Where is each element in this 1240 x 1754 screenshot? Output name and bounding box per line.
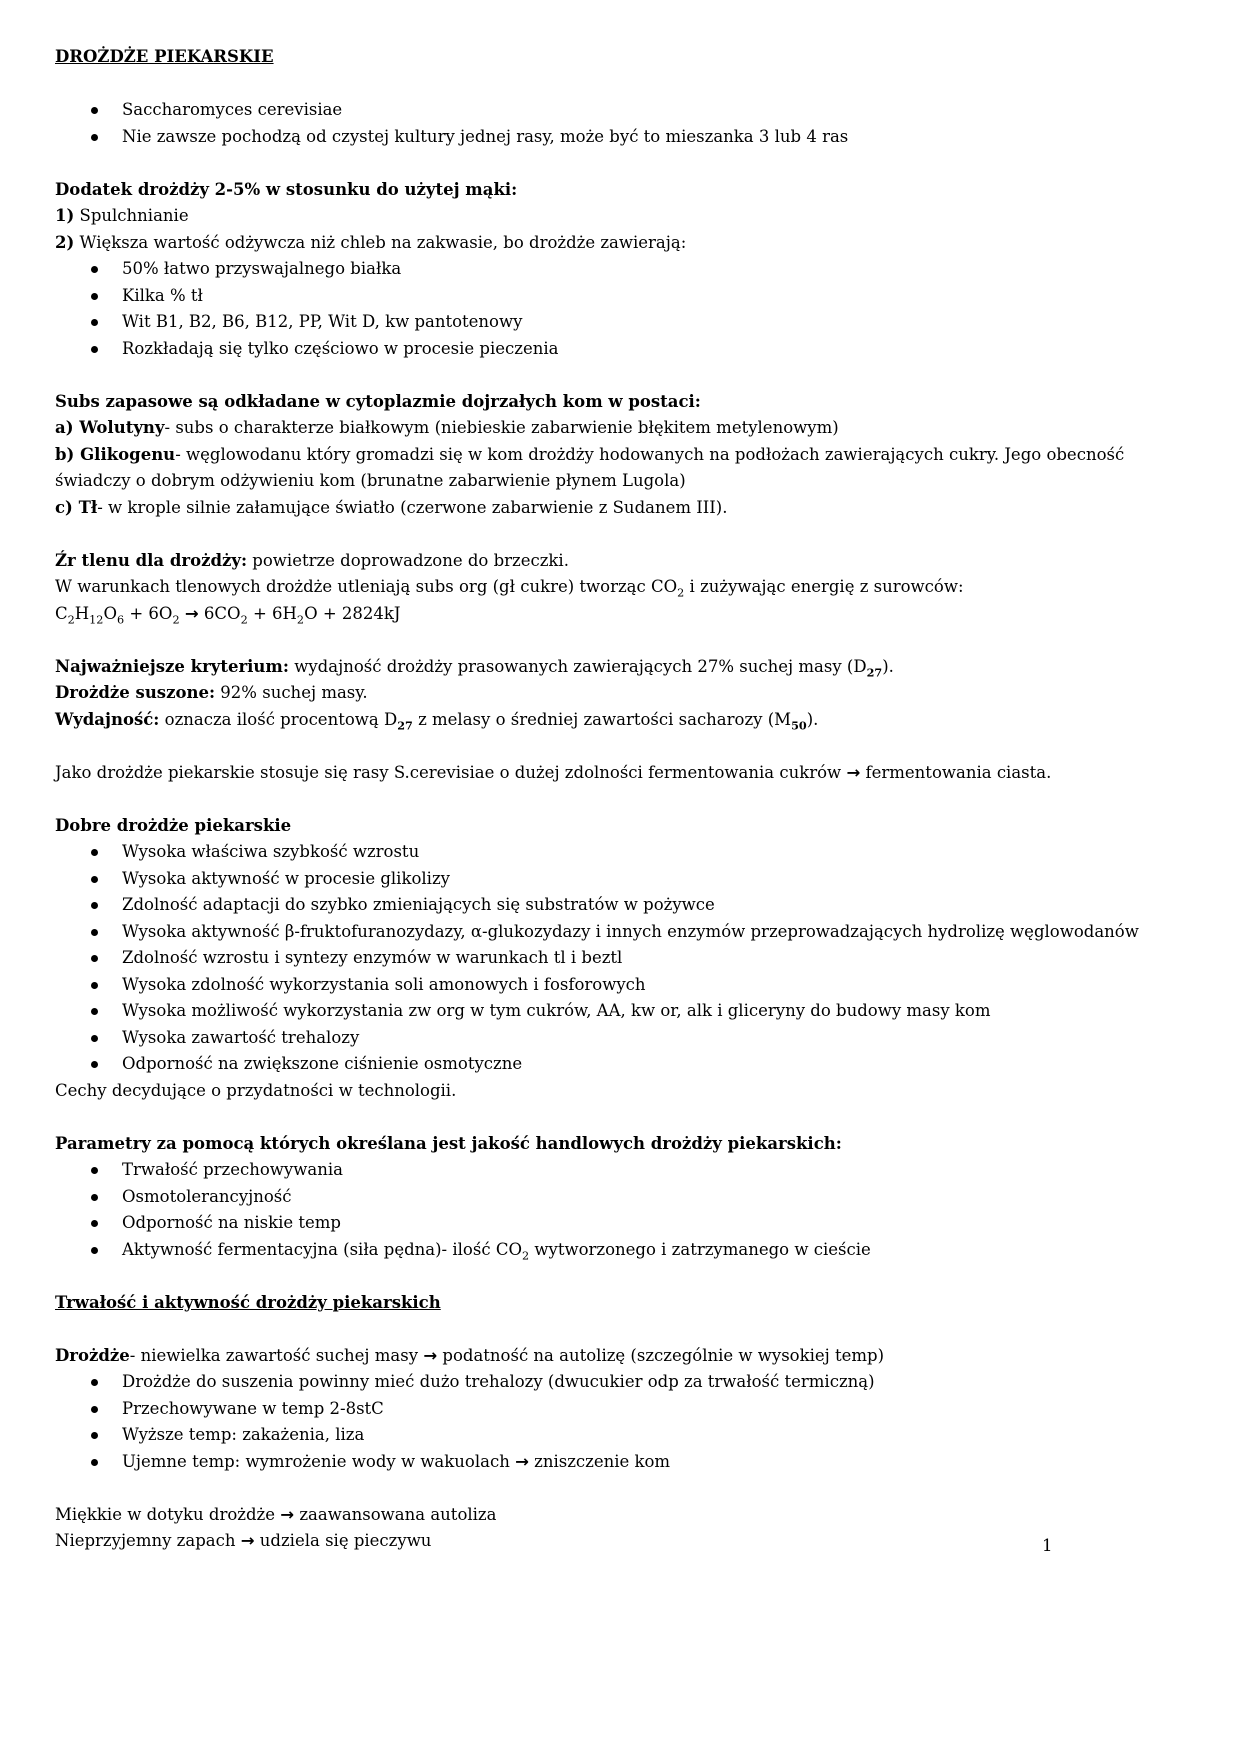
- text-run: - węglowodanu który gromadzi się w kom drożdży hodowanych na podłożach zawierających cukry. Jego obecność świadczy o dobrym odżywieniu kom (brunatne zabarwienie płynem Lugola): [55, 444, 1125, 490]
- bullet-item: [55, 998, 1187, 1025]
- text-run: 6: [116, 612, 125, 626]
- text-run: udziela się pieczywu: [254, 1531, 432, 1550]
- text-run: C: [55, 603, 68, 623]
- paragraph-line: [55, 177, 1187, 204]
- text-run: 2: [677, 586, 685, 600]
- text-run: zaawansowana autoliza: [294, 1504, 497, 1524]
- paragraph-line: [55, 1502, 1187, 1529]
- text-run: c) Tł: [55, 497, 98, 517]
- paragraph-line: [55, 415, 1187, 442]
- text-run: Odporność na zwiększone ciśnienie osmotyczne: [122, 1054, 523, 1073]
- right-arrow-icon: →: [240, 1531, 255, 1550]
- text-run: Kilka % tł: [122, 285, 203, 305]
- text-run: Wysoka aktywność w procesie glikolizy: [122, 868, 450, 888]
- bullet-item: [55, 124, 1187, 151]
- bullet-item: [55, 1237, 1187, 1264]
- text-run: Wyższe temp: zakażenia, liza: [122, 1425, 365, 1444]
- paragraph-line: [55, 654, 1187, 681]
- section-heading: [55, 1290, 1187, 1317]
- paragraph-line: [55, 813, 1187, 840]
- text-run: Drożdże do suszenia powinny mieć dużo trehalozy (dwucukier odp za trwałość termiczną): [122, 1372, 875, 1391]
- bullet-item: [55, 1025, 1187, 1052]
- text-run: - w krople silnie załamujące światło (czerwone zabarwienie z Sudanem III).: [97, 497, 728, 517]
- blank-line: [55, 150, 1187, 177]
- text-run: Przechowywane w temp 2-8stC: [122, 1398, 384, 1418]
- bullet-item: [55, 972, 1187, 999]
- text-run: + 6O: [124, 603, 173, 623]
- text-run: Zdolność wzrostu i syntezy enzymów w warunkach tl i beztl: [122, 948, 623, 967]
- paragraph-line: [55, 1131, 1187, 1158]
- paragraph-line: [55, 707, 1187, 734]
- text-run: 2: [67, 612, 75, 626]
- text-run: Źr tlenu dla drożdży:: [55, 550, 248, 570]
- right-arrow-icon: →: [423, 1345, 438, 1365]
- bullet-list: [55, 1157, 1187, 1263]
- bullet-item: [55, 309, 1187, 336]
- text-run: Saccharomyces cerevisiae: [122, 100, 343, 119]
- text-run: Wysoka zawartość trehalozy: [122, 1027, 360, 1047]
- text-run: O + 2824kJ: [304, 603, 401, 623]
- text-run: 27: [397, 717, 413, 732]
- paragraph-line: [55, 389, 1187, 416]
- paragraph-line: [55, 203, 1187, 230]
- text-run: Spulchnianie: [74, 206, 189, 225]
- text-run: 50: [791, 717, 807, 732]
- text-run: Drożdże: [55, 1345, 130, 1365]
- bullet-item: [55, 892, 1187, 919]
- paragraph-line: [55, 1528, 1187, 1555]
- text-run: H: [74, 603, 90, 623]
- blank-line: [55, 1475, 1187, 1502]
- paragraph-line: [55, 1078, 1187, 1105]
- text-run: Wysoka właściwa szybkość wzrostu: [122, 842, 420, 861]
- bullet-item: [55, 1422, 1187, 1449]
- text-run: Rozkładają się tylko częściowo w procesie pieczenia: [122, 338, 559, 358]
- paragraph-line: [55, 680, 1187, 707]
- text-run: Nieprzyjemny zapach: [55, 1531, 241, 1550]
- text-run: Ujemne temp: wymrożenie wody w wakuolach: [122, 1451, 516, 1471]
- text-run: ).: [806, 709, 819, 729]
- blank-line: [55, 521, 1187, 548]
- bullet-item: [55, 1184, 1187, 1211]
- paragraph-line: [55, 442, 1187, 495]
- text-run: 1): [55, 206, 75, 225]
- text-run: DROŻDŻE PIEKARSKIE: [55, 47, 274, 66]
- bullet-item: [55, 97, 1187, 124]
- bullet-item: [55, 839, 1187, 866]
- text-run: Wysoka aktywność β-fruktofuranozydazy, α-glukozydazy i innych enzymów przeprowadzających hydrolizę węglowodanów: [122, 921, 1139, 941]
- text-run: Wit B1, B2, B6, B12, PP, Wit D, kw pantotenowy: [122, 312, 523, 331]
- blank-line: [55, 1316, 1187, 1343]
- text-run: Większa wartość odżywcza niż chleb na zakwasie, bo drożdże zawierają:: [74, 232, 687, 252]
- text-run: 2: [296, 612, 305, 626]
- text-run: 6CO: [198, 603, 241, 623]
- text-run: 2: [172, 612, 180, 626]
- text-run: wydajność drożdży prasowanych zawierających 27% suchej masy (D: [288, 656, 867, 676]
- text-run: Odporność na niskie temp: [122, 1213, 341, 1232]
- bullet-item: [55, 1157, 1187, 1184]
- text-run: fermentowania ciasta.: [860, 762, 1052, 782]
- blank-line: [55, 71, 1187, 98]
- text-run: Cechy decydujące o przydatności w technologii.: [55, 1080, 457, 1100]
- text-run: - subs o charakterze białkowym (niebieskie zabarwienie błękitem metylenowym): [164, 418, 839, 437]
- text-run: 27: [866, 664, 883, 679]
- text-run: b) Glikogenu: [55, 444, 176, 464]
- paragraph-line: [55, 1343, 1187, 1370]
- bullet-item: [55, 1210, 1187, 1237]
- text-run: oznacza ilość procentową D: [159, 709, 398, 729]
- bullet-item: [55, 945, 1187, 972]
- bullet-list: [55, 97, 1187, 150]
- text-run: Trwałość i aktywność drożdży piekarskich: [55, 1292, 441, 1312]
- bullet-item: [55, 1396, 1187, 1423]
- bullet-item: [55, 919, 1187, 946]
- bullet-list: [55, 839, 1187, 1078]
- text-run: 92% suchej masy.: [215, 683, 368, 702]
- page-number: 1: [1042, 1536, 1053, 1555]
- blank-line: [55, 786, 1187, 813]
- section-heading: [55, 44, 1187, 71]
- text-run: Osmotolerancyjność: [122, 1186, 292, 1206]
- text-run: Subs zapasowe są odkładane w cytoplazmie dojrzałych kom w postaci:: [55, 391, 701, 411]
- text-run: 50% łatwo przyswajalnego białka: [122, 259, 402, 278]
- text-run: Trwałość przechowywania: [122, 1160, 343, 1179]
- text-run: podatność na autolizę (szczególnie w wysokiej temp): [437, 1345, 885, 1365]
- bullet-item: [55, 1449, 1187, 1476]
- text-run: a) Wolutyny: [55, 418, 165, 437]
- text-run: Dodatek drożdży 2-5% w stosunku do użytej mąki:: [55, 179, 518, 199]
- text-run: O: [103, 603, 117, 623]
- text-run: 2: [240, 612, 248, 626]
- bullet-item: [55, 336, 1187, 363]
- text-run: 2: [521, 1248, 530, 1262]
- document-body: [55, 44, 1187, 1555]
- right-arrow-icon: →: [846, 762, 861, 782]
- text-run: Wysoka możliwość wykorzystania zw org w tym cukrów, AA, kw or, alk i gliceryny do budowy masy kom: [122, 1001, 991, 1020]
- text-run: ).: [882, 656, 894, 676]
- blank-line: [55, 1263, 1187, 1290]
- text-run: Najważniejsze kryterium:: [55, 656, 289, 676]
- bullet-list: [55, 1369, 1187, 1475]
- bullet-item: [55, 283, 1187, 310]
- bullet-item: [55, 1369, 1187, 1396]
- paragraph-line: [55, 760, 1187, 787]
- text-run: 2): [55, 232, 75, 252]
- blank-line: [55, 362, 1187, 389]
- paragraph-line: [55, 230, 1187, 257]
- text-run: z melasy o średniej zawartości sacharozy (M: [412, 709, 792, 729]
- text-run: zniszczenie kom: [528, 1451, 671, 1471]
- blank-line: [55, 733, 1187, 760]
- text-run: + 6H: [247, 603, 297, 623]
- text-run: Aktywność fermentacyjna (siła pędna)- ilość CO: [122, 1239, 522, 1259]
- right-arrow-icon: →: [515, 1451, 529, 1471]
- right-arrow-icon: →: [184, 603, 199, 623]
- text-run: Dobre drożdże piekarskie: [55, 815, 292, 835]
- text-run: - niewielka zawartość suchej masy: [129, 1345, 424, 1365]
- text-run: Wydajność:: [55, 709, 160, 729]
- bullet-item: [55, 866, 1187, 893]
- paragraph-line: [55, 601, 1187, 628]
- bullet-item: [55, 256, 1187, 283]
- bullet-list: [55, 256, 1187, 362]
- text-run: Miękkie w dotyku drożdże: [55, 1504, 281, 1524]
- right-arrow-icon: →: [280, 1504, 295, 1524]
- bullet-item: [55, 1051, 1187, 1078]
- text-run: i zużywając energię z surowców:: [684, 577, 964, 596]
- text-run: Parametry za pomocą których określana jest jakość handlowych drożdży piekarskich:: [55, 1133, 842, 1153]
- text-run: wytworzonego i zatrzymanego w cieście: [529, 1239, 871, 1259]
- text-run: Jako drożdże piekarskie stosuje się rasy S.cerevisiae o dużej zdolności fermentowania cukrów: [55, 762, 847, 782]
- text-run: Zdolność adaptacji do szybko zmieniających się substratów w pożywce: [122, 895, 715, 914]
- text-run: W warunkach tlenowych drożdże utleniają subs org (gł cukre) tworząc CO: [55, 577, 678, 596]
- text-run: Nie zawsze pochodzą od czystej kultury jednej rasy, może być to mieszanka 3 lub 4 ras: [122, 126, 849, 146]
- text-run: Drożdże suszone:: [55, 683, 216, 702]
- text-run: Wysoka zdolność wykorzystania soli amonowych i fosforowych: [122, 974, 646, 994]
- text-run: 12: [89, 612, 104, 626]
- blank-line: [55, 1104, 1187, 1131]
- paragraph-line: [55, 574, 1187, 601]
- paragraph-line: [55, 495, 1187, 522]
- text-run: powietrze doprowadzone do brzeczki.: [247, 550, 569, 570]
- paragraph-line: [55, 548, 1187, 575]
- blank-line: [55, 627, 1187, 654]
